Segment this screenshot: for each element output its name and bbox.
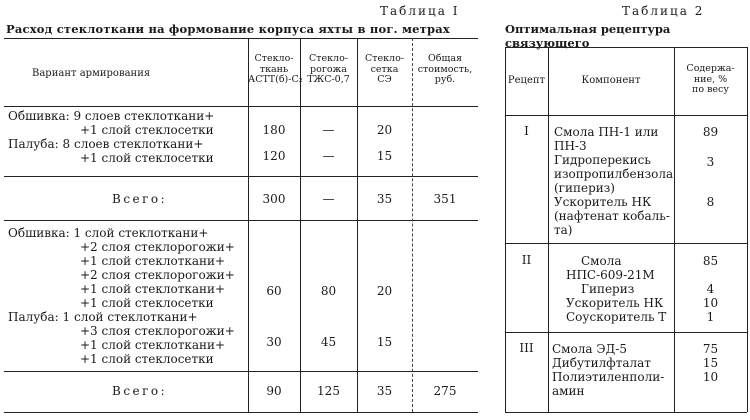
table1-title: Расход стеклоткани на формование корпуса яхты в пог. метрах <box>6 22 450 36</box>
component-value: 4 <box>706 282 715 296</box>
v2-r1-steklotkan: 60 <box>266 284 282 298</box>
v1-line-1: +1 слой стеклосетки <box>80 123 214 137</box>
header-cost: Общая стоимость, руб. <box>417 53 473 85</box>
v1-total-steklosetka: 35 <box>376 192 393 206</box>
table2-title: Оптимальная рецептура связующего <box>505 22 671 50</box>
component-value: 10 <box>702 370 719 384</box>
v2-line-3: +2 слоя стеклорогожи+ <box>80 268 235 282</box>
header-content: Содержа- ние, % по весу <box>686 63 735 95</box>
component-line: Соускоритель Т <box>566 310 667 324</box>
v1-r1-steklotkan: 180 <box>262 123 286 137</box>
v2-total-steklotkan: 90 <box>266 384 282 398</box>
v2-line-8: +1 слой стеклоткани+ <box>80 338 226 352</box>
component-line: изопропилбензола <box>554 167 674 181</box>
v2-line-7: +3 слоя стеклорогожи+ <box>80 324 235 338</box>
component-line: (гипериз) <box>554 181 615 195</box>
component-value: 15 <box>702 356 719 370</box>
component-line: Гипериз <box>581 282 635 296</box>
component-line: амин <box>552 384 585 398</box>
component-line: Полиэтиленполи- <box>552 370 665 384</box>
v2-total-steklorogozha: 125 <box>317 384 340 398</box>
component-value: 3 <box>706 155 715 169</box>
component-value: 85 <box>702 254 719 268</box>
component-line: Дибутилфталат <box>552 356 651 370</box>
component-line: НПС-609-21М <box>566 268 655 282</box>
v1-line-0: Обшивка: 9 слоев стеклоткани+ <box>8 109 215 123</box>
header-component: Компонент <box>581 75 641 86</box>
recipe-id: II <box>521 253 532 267</box>
v2-line-2: +1 слой стеклоткани+ <box>80 254 226 268</box>
v2-line-4: +1 слой стеклоткани+ <box>80 282 226 296</box>
component-line: Гидроперекись <box>554 153 651 167</box>
header-steklorogozha: Стекло- рогожа ТЖС-0,7 <box>307 53 350 85</box>
component-value: 10 <box>702 296 719 310</box>
v2-total-cost: 275 <box>433 384 457 398</box>
v2-line-6: Палуба: 1 слой стеклоткани+ <box>8 310 198 324</box>
component-line: Ускоритель НК <box>554 195 652 209</box>
component-line: Смола ЭД-5 <box>552 342 627 356</box>
component-line: Смола ПН-1 или <box>554 125 659 139</box>
v1-line-3: +1 слой стеклосетки <box>80 151 214 165</box>
v1-r2-steklorogozha: — <box>322 149 335 163</box>
header-recipe: Рецепт <box>507 75 546 86</box>
header-steklosetka: Стекло- сетка СЭ <box>364 53 405 85</box>
component-line: (нафтенат кобаль- <box>554 209 670 223</box>
v2-line-0: Обшивка: 1 слой стеклоткани+ <box>8 226 209 240</box>
v1-r2-steklotkan: 120 <box>262 149 286 163</box>
header-steklotkan: Стекло- ткань АСТТ(б)-С₂ <box>248 53 303 85</box>
component-line: ПН-3 <box>554 139 587 153</box>
v2-r2-steklorogozha: 45 <box>320 335 337 349</box>
v1-total-cost: 351 <box>433 192 457 206</box>
v2-total-label: Всего: <box>112 384 168 398</box>
component-line: Смола <box>581 254 622 268</box>
v2-r2-steklosetka: 15 <box>376 335 393 349</box>
v2-r2-steklotkan: 30 <box>266 335 282 349</box>
recipe-id: I <box>524 124 529 138</box>
header-variant: Вариант армирования <box>32 68 151 79</box>
table1-caption: Таблица I <box>380 4 460 18</box>
component-value: 8 <box>706 195 715 209</box>
v1-total-steklotkan: 300 <box>262 192 286 206</box>
component-line: Ускоритель НК <box>566 296 664 310</box>
v1-line-2: Палуба: 8 слоев стеклоткани+ <box>8 137 204 151</box>
v1-total-steklorogozha: — <box>322 192 335 206</box>
v1-r1-steklorogozha: — <box>322 123 335 137</box>
table2-caption: Таблица 2 <box>622 4 705 18</box>
v2-total-steklosetka: 35 <box>376 384 393 398</box>
component-value: 89 <box>702 125 719 139</box>
v1-r1-steklosetka: 20 <box>376 123 393 137</box>
recipe-id: III <box>519 341 534 355</box>
v2-line-9: +1 слой стеклосетки <box>80 352 214 366</box>
component-line: та) <box>554 223 573 237</box>
component-value: 1 <box>706 310 715 324</box>
v2-line-5: +1 слой стеклосетки <box>80 296 214 310</box>
v2-r1-steklorogozha: 80 <box>320 284 337 298</box>
v2-line-1: +2 слоя стеклорогожи+ <box>80 240 235 254</box>
v1-total-label: Всего: <box>112 192 168 206</box>
component-value: 75 <box>702 342 719 356</box>
v2-r1-steklosetka: 20 <box>376 284 393 298</box>
v1-r2-steklosetka: 15 <box>376 149 393 163</box>
